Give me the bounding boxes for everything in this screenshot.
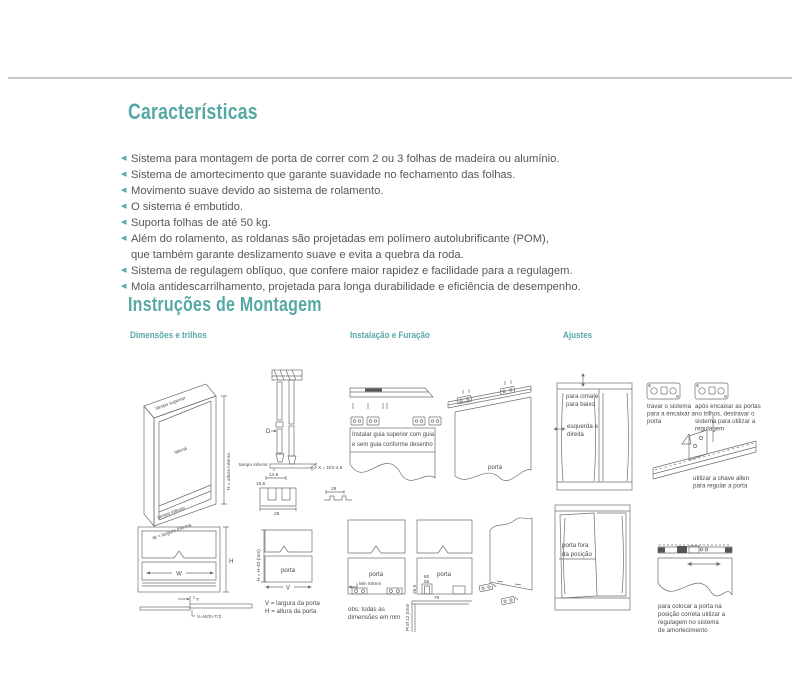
label-altura-interna: H = altura interna xyxy=(227,453,232,490)
bullet-text: Sistema para montagem de porta de correr com 2 ou 3 folhas de madeira ou alumínio. xyxy=(131,153,560,165)
note-allen-1: utilizar a chave allen xyxy=(693,475,750,482)
label-largura-interna: W = largura interna xyxy=(151,523,193,542)
list-item xyxy=(121,215,681,231)
list-item xyxy=(121,167,681,183)
dim-55: 55 xyxy=(424,580,430,585)
note-damper-1: para colocar a porta na xyxy=(658,603,722,610)
bullet-text: Sistema de amortecimento que garante suavidade no fechamento das folhas. xyxy=(131,169,516,181)
profile-dimensions-drawing xyxy=(256,472,352,517)
bullet-arrow-icon: ◀ xyxy=(121,283,127,290)
note-damper-2: posição correta utilizar a xyxy=(658,611,726,618)
note-install-1: Instalar guia superior com guia xyxy=(352,432,435,438)
list-item xyxy=(121,231,681,263)
list-item xyxy=(121,183,681,199)
note-unlock-4: regulagem xyxy=(695,425,725,433)
bullet-arrow-icon: ◀ xyxy=(121,203,127,210)
formula-v: V=W/2+T/2 xyxy=(197,615,222,620)
note-damper-3: regulagem no sistema xyxy=(658,619,719,626)
bottom-door-middle-drawing xyxy=(405,520,472,632)
adjust-directions-drawing xyxy=(554,373,633,490)
dim-14-6: 14,6 xyxy=(269,473,279,478)
door-out-of-position-drawing xyxy=(555,505,630,610)
section-header-adjustments: Ajustes xyxy=(563,330,593,341)
note-obs-1: obs: todas as xyxy=(348,606,385,613)
label-left-right-1: esquerda e xyxy=(567,423,598,430)
bullet-arrow-icon: ◀ xyxy=(121,155,127,162)
label-left-right-2: direita xyxy=(567,431,584,438)
note-v: V = largura da porta xyxy=(265,600,320,607)
bullet-arrow-icon: ◀ xyxy=(121,235,127,242)
instructions-title: Instruções de Montagem xyxy=(128,294,322,316)
bullet-arrow-icon: ◀ xyxy=(121,267,127,274)
dim-28b: 28 xyxy=(331,487,337,492)
section-header-dimensions: Dimensões e trilhos xyxy=(130,330,207,341)
bullet-arrow-icon: ◀ xyxy=(121,171,127,178)
overlap-profile-drawing xyxy=(140,596,252,620)
dim-w: W xyxy=(176,570,182,578)
list-item xyxy=(121,279,681,295)
note-unlock-1: após encaixar as portas xyxy=(695,403,761,410)
note-unlock-2: no trilhos, destravar o xyxy=(695,410,755,418)
top-track-flat-drawing xyxy=(350,388,441,480)
lock-roller-drawing xyxy=(647,383,695,425)
label-porta-left: porta xyxy=(368,571,384,578)
bullet-text-cont: que também garante deslizamento suave e evita a quebra da roda. xyxy=(131,249,464,261)
note-unlock-3: sistema para utilizar a xyxy=(695,418,756,425)
track-section-drawing xyxy=(239,370,343,471)
label-d: D xyxy=(266,429,271,435)
bullet-text: Suporta folhas de até 50 kg. xyxy=(131,217,271,229)
note-lock-1: travar o sistema xyxy=(647,403,692,410)
note-damper-4: de amortecimento xyxy=(658,627,708,634)
dim-26-5: 26,5 xyxy=(413,584,418,594)
bottom-door-left-drawing xyxy=(348,520,405,621)
label-porta-3d: porta xyxy=(487,464,503,471)
label-door-height: H = H-40 (mm) xyxy=(257,549,262,581)
note-lock-3: porta xyxy=(647,418,662,425)
diagram-adjustments xyxy=(553,370,768,642)
bottom-door-3d-drawing xyxy=(479,518,532,605)
bullet-text: Sistema de regulagem oblíquo, que confere maior rapidez e facilidade para a regulagem. xyxy=(131,265,573,277)
list-item xyxy=(121,151,681,167)
label-tampo-inferior-2: tampo inferior xyxy=(238,463,268,468)
label-lateral: lateral xyxy=(173,446,188,456)
diagram-installation xyxy=(345,378,540,640)
label-up-down-1: para cima e xyxy=(566,393,599,400)
list-item xyxy=(121,199,681,215)
dim-t: T xyxy=(196,598,199,603)
list-item xyxy=(121,263,681,279)
top-divider xyxy=(8,77,792,79)
bullet-text: O sistema é embutido. xyxy=(131,201,243,213)
dim-80: 80 xyxy=(424,575,430,580)
note-allen-2: para regular a porta xyxy=(693,482,748,490)
unlock-roller-drawing xyxy=(695,383,761,433)
characteristics-title: Características xyxy=(128,99,258,124)
label-min50: Min 50mm xyxy=(359,582,382,587)
dim-prof: Prof 12,5mm xyxy=(406,603,411,631)
dim-28a: 28 xyxy=(274,512,280,517)
bullet-text: Mola antidescarrilhamento, projetada para longa durabilidade e eficiência de desempenho. xyxy=(131,281,581,293)
label-out-1: porta fora xyxy=(562,542,589,549)
note-obs-2: dimensões em mm xyxy=(348,614,401,621)
label-out-2: da posição xyxy=(562,551,592,558)
note-h: H = altura da porta xyxy=(265,608,317,615)
dim-16-5: 16,5 xyxy=(256,482,266,487)
label-porta-mid: porta xyxy=(436,571,452,578)
door-elevation-drawing xyxy=(256,530,320,615)
bullet-arrow-icon: ◀ xyxy=(121,187,127,194)
label-x-formula: X = D/2-4,5 xyxy=(318,466,343,471)
characteristics-list xyxy=(121,151,681,295)
damper-adjust-drawing xyxy=(658,545,732,634)
label-up-down-2: para baixo xyxy=(566,401,595,408)
bullet-text: Movimento suave devido ao sistema de rolamento. xyxy=(131,185,384,197)
note-install-2: e sem guia conforme desenho xyxy=(352,442,433,448)
bullet-arrow-icon: ◀ xyxy=(121,219,127,226)
label-tampo-superior: tampo superior xyxy=(154,396,187,412)
label-tampo-inferior: tampo inferior xyxy=(156,506,187,521)
wardrobe-3d-drawing xyxy=(144,384,232,542)
dim-76: 76 xyxy=(434,596,440,601)
diagram-dimensions xyxy=(128,368,363,645)
note-lock-2: para a encaixar a xyxy=(647,410,695,418)
bullet-text: Além do rolamento, as roldanas são projetadas em polímero autolubrificante (POM), xyxy=(131,233,549,245)
dim-v: V xyxy=(285,584,291,592)
dim-h: H xyxy=(229,558,234,565)
section-header-installation: Instalação e Furação xyxy=(350,330,430,341)
top-track-3d-drawing xyxy=(448,380,531,481)
label-porta: porta xyxy=(280,567,296,574)
